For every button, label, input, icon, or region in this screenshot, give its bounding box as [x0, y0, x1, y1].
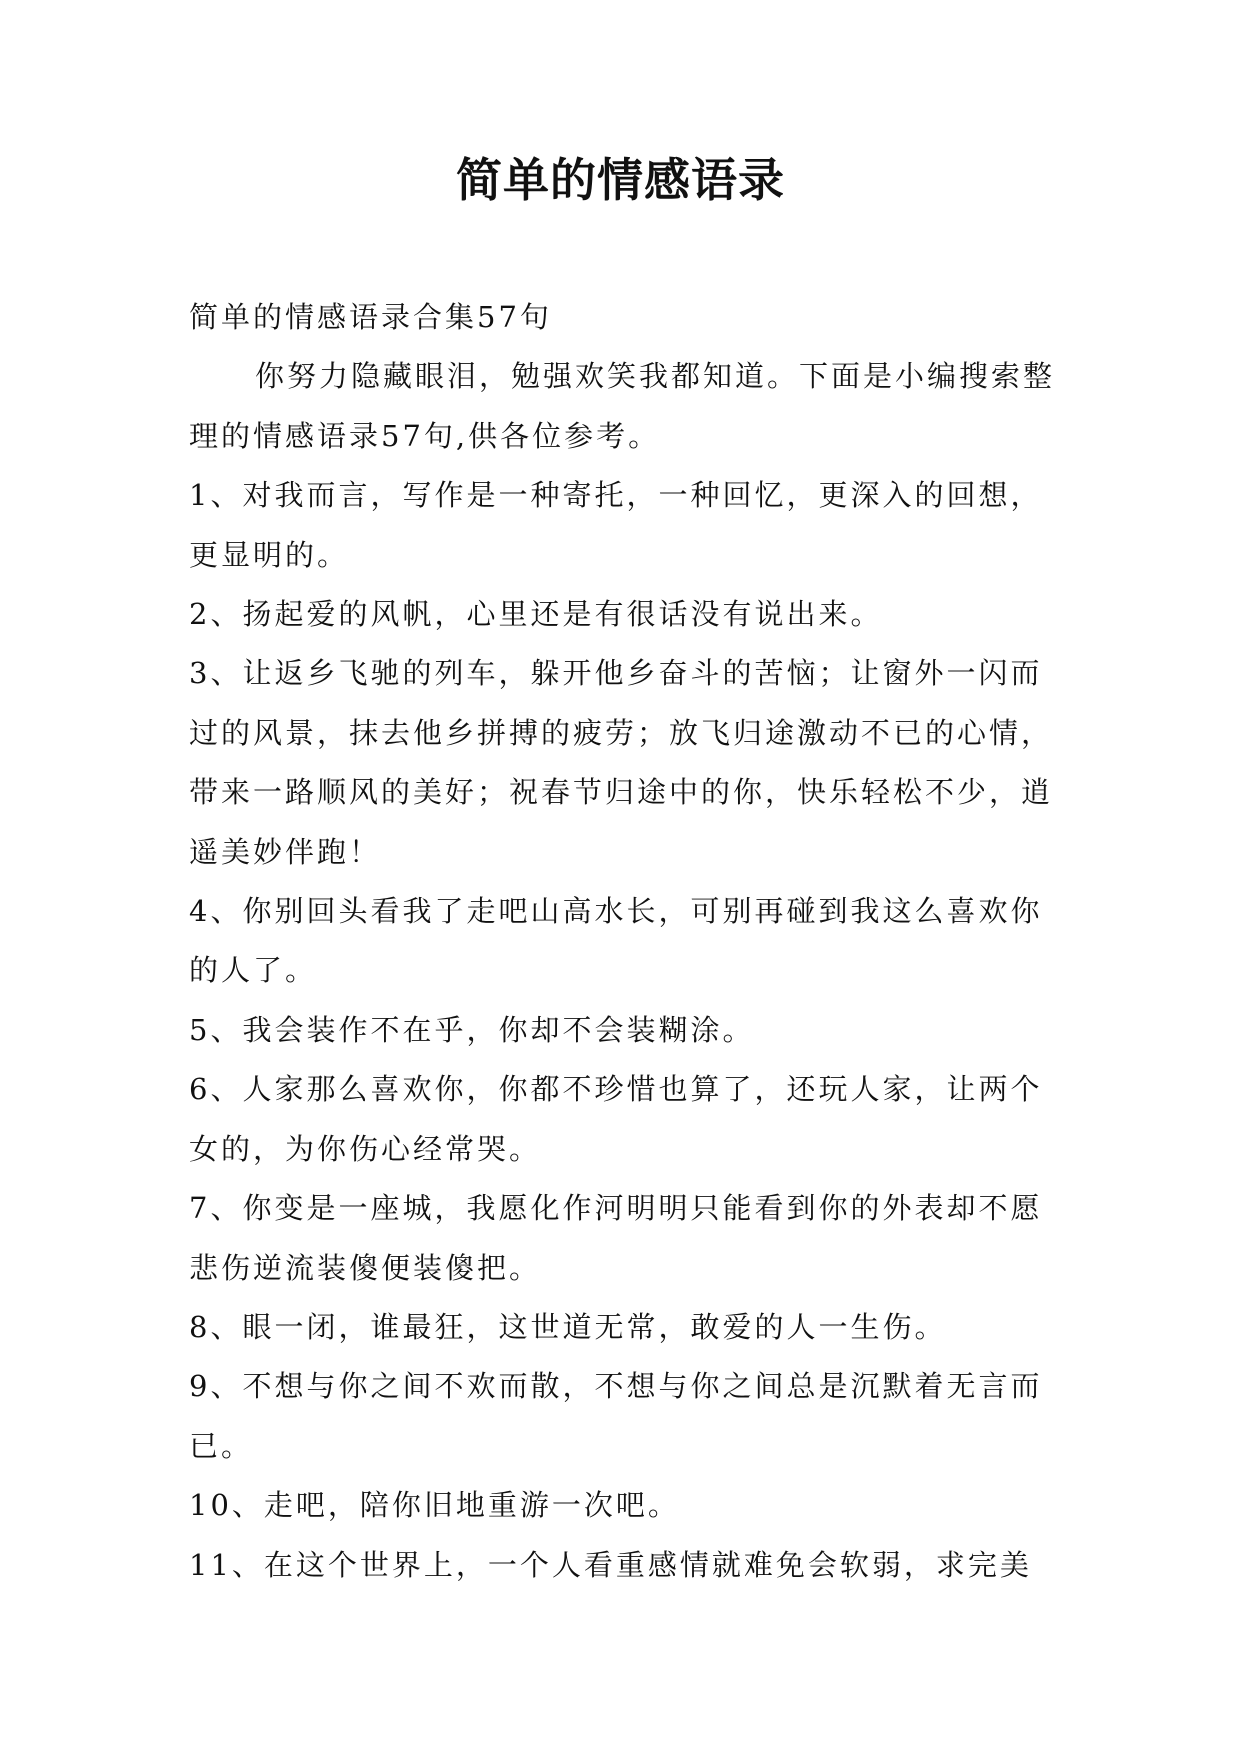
quote-item: 5、我会装作不在乎，你却不会装糊涂。 — [189, 1012, 755, 1047]
quote-item: 9、不想与你之间不欢而散，不想与你之间总是沉默着无言而已。 — [189, 1369, 1043, 1463]
document-title: 简单的情感语录 — [456, 153, 785, 207]
quote-item: 7、你变是一座城，我愿化作河明明只能看到你的外表却不愿悲伤逆流装傻便装傻把。 — [189, 1191, 1043, 1285]
quote-item: 8、眼一闭，谁最狂，这世道无常，敢爱的人一生伤。 — [189, 1309, 947, 1344]
quote-item: 10、走吧，陪你旧地重游一次吧。 — [189, 1488, 680, 1523]
quote-item: 3、让返乡飞驰的列车，躲开他乡奋斗的苦恼；让窗外一闪而过的风景，抹去他乡拼搏的疲劳；放飞归途激动不已的心情，带来一路顺风的美好；祝春节归途中的你，快乐轻松不少，逍遥美妙伴跑！ — [189, 656, 1054, 869]
quote-item: 6、人家那么喜欢你，你都不珍惜也算了，还玩人家，让两个女的，为你伤心经常哭。 — [189, 1072, 1043, 1166]
document-subtitle: 简单的情感语录合集57句 — [189, 300, 552, 334]
intro-paragraph: 你努力隐藏眼泪，勉强欢笑我都知道。下面是小编搜索整理的情感语录57句,供各位参考。 — [189, 359, 1056, 453]
quote-item: 2、扬起爱的风帆，心里还是有很话没有说出来。 — [189, 597, 883, 632]
document-body — [189, 288, 1055, 1595]
quote-item: 11、在这个世界上，一个人看重感情就难免会软弱，求完美 — [189, 1547, 1032, 1582]
quote-item: 1、对我而言，写作是一种寄托，一种回忆，更深入的回想，更显明的。 — [189, 478, 1043, 572]
quote-item: 4、你别回头看我了走吧山高水长，可别再碰到我这么喜欢你的人了。 — [189, 894, 1043, 988]
